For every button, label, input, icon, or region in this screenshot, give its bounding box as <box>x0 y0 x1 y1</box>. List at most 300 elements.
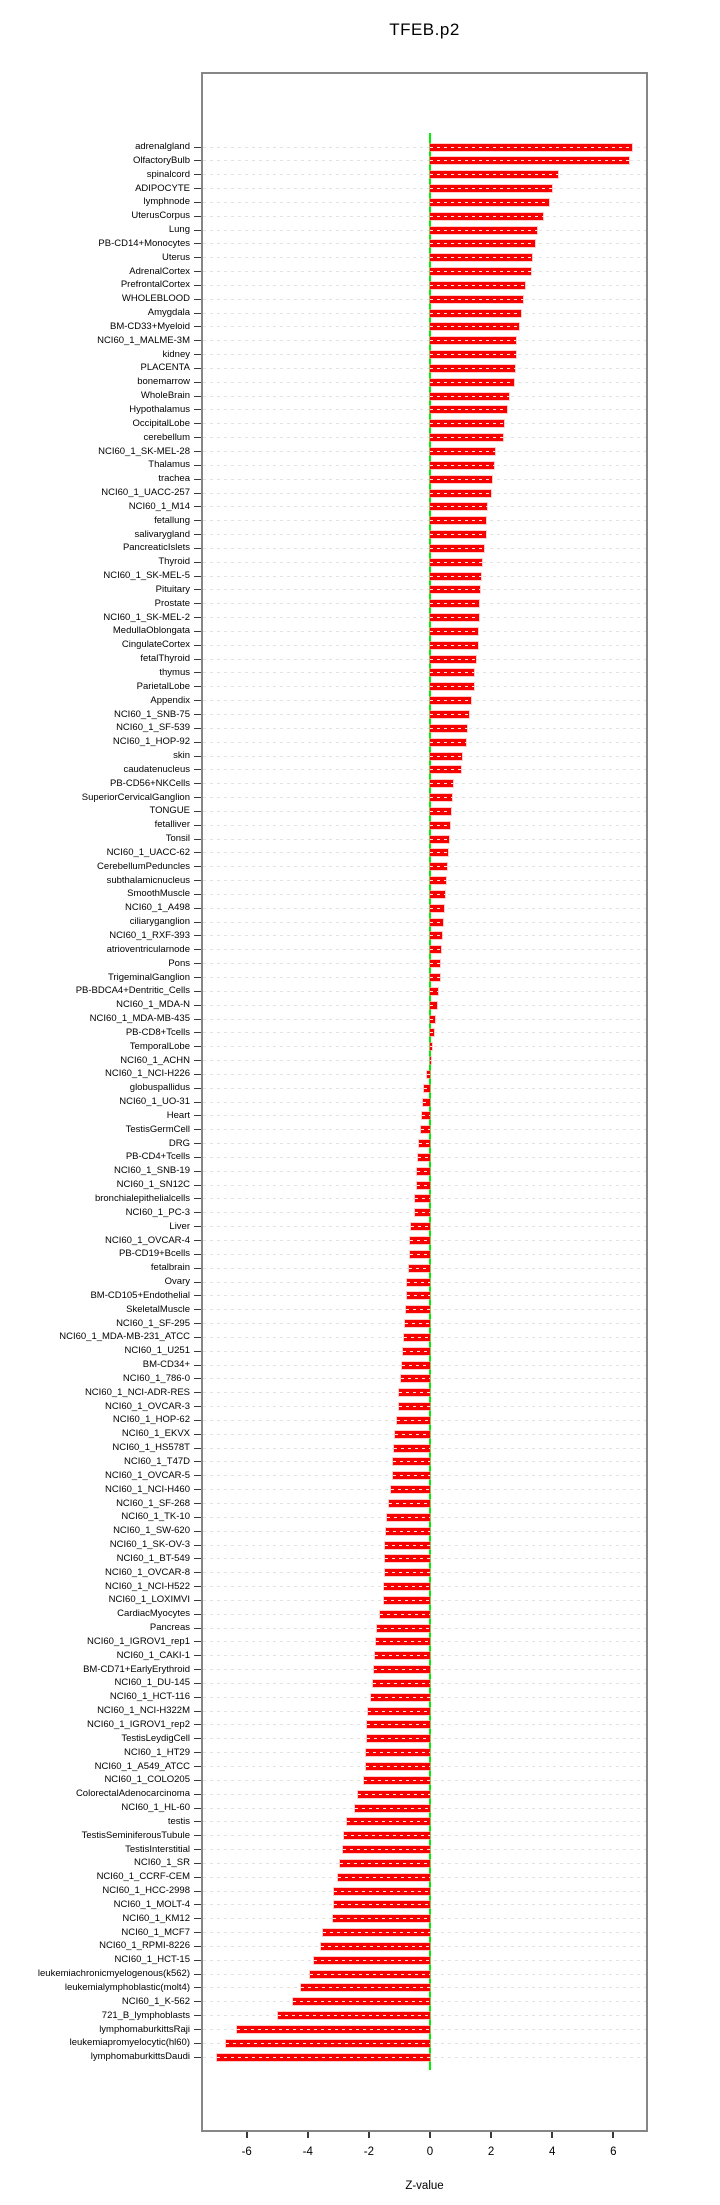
y-axis-tick <box>194 562 201 563</box>
y-axis-tick <box>194 576 201 577</box>
bar-dash-pattern <box>375 1655 430 1656</box>
category-label: fetallung <box>154 514 190 526</box>
category-label: Ovary <box>164 1276 190 1288</box>
bar-dash-pattern <box>430 257 532 258</box>
gridline <box>203 271 646 272</box>
category-label: NCI60_1_HOP-62 <box>112 1414 190 1426</box>
bar-dash-pattern <box>406 1309 430 1310</box>
gridline <box>203 1019 646 1020</box>
y-axis-tick <box>194 230 201 231</box>
bar <box>343 1846 430 1853</box>
bar-dash-pattern <box>402 1365 430 1366</box>
y-axis-tick <box>194 271 201 272</box>
bar-dash-pattern <box>410 1254 430 1255</box>
category-label: NCI60_1_A498 <box>125 902 190 914</box>
gridline <box>203 576 646 577</box>
y-axis-tick <box>194 1600 201 1601</box>
x-axis-label: Z-value <box>405 2180 444 2192</box>
y-axis-tick <box>194 617 201 618</box>
bar <box>430 393 509 400</box>
gridline <box>203 479 646 480</box>
category-label: NCI60_1_TK-10 <box>121 1511 190 1523</box>
bar-dash-pattern <box>410 1240 430 1241</box>
bar <box>418 1154 430 1161</box>
category-label: NCI60_1_SK-OV-3 <box>109 1539 190 1551</box>
category-label: NCI60_1_MDA-MB-231_ATCC <box>59 1331 190 1343</box>
bar <box>430 808 451 815</box>
bar <box>430 780 453 787</box>
category-label: PB-CD56+NKCells <box>110 777 190 789</box>
bar <box>430 282 525 289</box>
bar-dash-pattern <box>380 1614 430 1615</box>
bar-dash-pattern <box>430 548 484 549</box>
gridline <box>203 285 646 286</box>
category-label: NCI60_1_LOXIMVI <box>108 1594 190 1606</box>
gridline <box>203 811 646 812</box>
bar-dash-pattern <box>427 1074 430 1075</box>
y-axis-tick <box>194 1212 201 1213</box>
bar-dash-pattern <box>430 493 491 494</box>
bar <box>368 1708 430 1715</box>
gridline <box>203 1032 646 1033</box>
bar-dash-pattern <box>334 1904 430 1905</box>
x-axis-tick-label: 4 <box>548 2146 556 2158</box>
category-label: NCI60_1_NCI-ADR-RES <box>84 1386 190 1398</box>
bar <box>430 753 462 760</box>
category-label: TestisSeminiferousTubule <box>81 1829 190 1841</box>
bar-dash-pattern <box>430 825 450 826</box>
y-axis-tick <box>194 1420 201 1421</box>
x-axis-tick <box>490 2132 492 2138</box>
category-label: NCI60_1_CAKI-1 <box>116 1649 190 1661</box>
bar-dash-pattern <box>418 1157 430 1158</box>
category-label: leukemiapromyelocytic(hl60) <box>69 2037 190 2049</box>
bar-dash-pattern <box>430 880 446 881</box>
bar-dash-pattern <box>430 700 471 701</box>
bar <box>410 1237 430 1244</box>
bar-dash-pattern <box>385 1545 430 1546</box>
bar-dash-pattern <box>430 230 537 231</box>
bar-dash-pattern <box>358 1794 430 1795</box>
bar <box>323 1929 430 1936</box>
category-label: NCI60_1_HT29 <box>123 1746 190 1758</box>
category-label: caudatenucleus <box>123 763 190 775</box>
category-label: NCI60_1_SK-MEL-2 <box>103 611 190 623</box>
bar-dash-pattern <box>430 396 509 397</box>
y-axis-tick <box>194 839 201 840</box>
gridline <box>203 243 646 244</box>
bar <box>430 1057 431 1064</box>
bar-dash-pattern <box>314 1960 430 1961</box>
y-axis-tick <box>194 1614 201 1615</box>
y-axis-tick <box>194 1337 201 1338</box>
y-axis-tick <box>194 880 201 881</box>
bar <box>333 1915 430 1922</box>
gridline <box>203 1005 646 1006</box>
gridline <box>203 922 646 923</box>
bar-dash-pattern <box>389 1503 430 1504</box>
category-label: NCI60_1_786-0 <box>122 1372 190 1384</box>
gridline <box>203 908 646 909</box>
bar-dash-pattern <box>355 1808 430 1809</box>
category-label: 721_B_lymphoblasts <box>101 2009 190 2021</box>
category-label: SmoothMuscle <box>127 888 190 900</box>
y-axis-tick <box>194 769 201 770</box>
bar <box>430 725 467 732</box>
category-label: NCI60_1_SNB-75 <box>113 708 190 720</box>
bar <box>405 1320 430 1327</box>
bar <box>430 365 515 372</box>
y-axis-tick <box>194 1974 201 1975</box>
bar <box>430 227 537 234</box>
category-label: NCI60_1_MALME-3M <box>97 334 190 346</box>
bar <box>394 1445 430 1452</box>
bar <box>402 1362 430 1369</box>
bar-dash-pattern <box>397 1420 430 1421</box>
y-axis-tick <box>194 1226 201 1227</box>
bar-dash-pattern <box>430 659 476 660</box>
bar <box>430 822 450 829</box>
y-axis-tick <box>194 700 201 701</box>
bar-dash-pattern <box>430 783 453 784</box>
bar <box>430 932 442 939</box>
y-axis-tick <box>194 1987 201 1988</box>
gridline <box>203 423 646 424</box>
bar <box>340 1860 430 1867</box>
category-label: NCI60_1_SK-MEL-5 <box>103 570 190 582</box>
y-axis-tick <box>194 1835 201 1836</box>
bar-dash-pattern <box>422 1115 430 1116</box>
gridline <box>203 1046 646 1047</box>
bar <box>430 642 478 649</box>
bar <box>366 1749 430 1756</box>
gridline <box>203 977 646 978</box>
bar-dash-pattern <box>310 1974 430 1975</box>
bar <box>430 503 487 510</box>
y-axis-tick <box>194 299 201 300</box>
category-label: DRG <box>168 1137 190 1149</box>
bar-dash-pattern <box>430 728 467 729</box>
y-axis-tick <box>194 340 201 341</box>
gridline <box>203 742 646 743</box>
gridline <box>203 839 646 840</box>
category-label: NCI60_1_HL-60 <box>121 1802 190 1814</box>
category-label: ciliaryganglion <box>129 916 190 928</box>
y-axis-tick <box>194 1572 201 1573</box>
y-axis-tick <box>194 1198 201 1199</box>
y-axis-tick <box>194 1461 201 1462</box>
bar-dash-pattern <box>430 756 462 757</box>
bar <box>371 1694 430 1701</box>
y-axis-tick <box>194 1129 201 1130</box>
category-label: NCI60_1_MDA-N <box>116 999 190 1011</box>
category-label: spinalcord <box>146 168 190 180</box>
bar <box>430 171 558 178</box>
category-label: NCI60_1_IGROV1_rep2 <box>87 1718 190 1730</box>
bar <box>430 531 486 538</box>
category-label: salivarygland <box>134 528 190 540</box>
y-axis-tick <box>194 1295 201 1296</box>
category-label: NCI60_1_MDA-MB-435 <box>89 1013 190 1025</box>
bar-dash-pattern <box>430 935 442 936</box>
category-label: NCI60_1_SF-539 <box>116 722 190 734</box>
y-axis-tick <box>194 2043 201 2044</box>
bar <box>430 310 521 317</box>
bar <box>344 1832 430 1839</box>
bar <box>386 1528 430 1535</box>
category-label: NCI60_1_K-562 <box>121 1995 190 2007</box>
bar <box>430 1002 437 1009</box>
gridline <box>203 880 646 881</box>
y-axis-tick <box>194 1351 201 1352</box>
bar <box>430 766 461 773</box>
category-label: CerebellumPeduncles <box>97 860 190 872</box>
bar-dash-pattern <box>403 1351 430 1352</box>
bar <box>310 1971 430 1978</box>
category-label: NCI60_1_M14 <box>128 500 190 512</box>
category-label: Lung <box>168 224 190 236</box>
bar <box>385 1555 430 1562</box>
category-label: MedullaOblongata <box>112 625 190 637</box>
category-label: ADIPOCYTE <box>135 182 190 194</box>
y-axis-tick <box>194 1932 201 1933</box>
y-axis-tick <box>194 1711 201 1712</box>
category-label: Pons <box>168 957 190 969</box>
category-label: fetalliver <box>154 819 190 831</box>
bar <box>430 614 479 621</box>
y-axis-tick <box>194 603 201 604</box>
category-label: NCI60_1_HCC-2998 <box>102 1885 190 1897</box>
category-label: NCI60_1_EKVX <box>121 1428 190 1440</box>
category-label: leukemialymphoblastic(molt4) <box>64 1981 190 1993</box>
y-axis-tick <box>194 354 201 355</box>
y-axis-tick <box>194 493 201 494</box>
gridline <box>203 1074 646 1075</box>
bar <box>430 836 449 843</box>
bar-dash-pattern <box>430 686 474 687</box>
category-label: lymphomaburkittsDaudi <box>90 2051 190 2063</box>
bar-dash-pattern <box>405 1323 430 1324</box>
bar <box>430 337 516 344</box>
y-axis-tick <box>194 1254 201 1255</box>
category-label: WHOLEBLOOD <box>121 293 190 305</box>
bar-dash-pattern <box>430 160 629 161</box>
gridline <box>203 230 646 231</box>
y-axis-tick <box>194 756 201 757</box>
bar <box>430 476 492 483</box>
gridline <box>203 686 646 687</box>
y-axis-tick <box>194 216 201 217</box>
bar-dash-pattern <box>430 271 531 272</box>
bar-dash-pattern <box>417 1185 430 1186</box>
x-axis-tick <box>429 2132 431 2138</box>
y-axis-tick <box>194 1240 201 1241</box>
bar <box>321 1943 430 1950</box>
bar-dash-pattern <box>430 1005 437 1006</box>
y-axis-tick <box>194 1171 201 1172</box>
bar <box>430 600 479 607</box>
category-label: kidney <box>162 348 190 360</box>
category-label: adrenalgland <box>135 141 190 152</box>
y-axis-tick <box>194 243 201 244</box>
gridline <box>203 797 646 798</box>
bar-dash-pattern <box>430 382 514 383</box>
gridline <box>203 548 646 549</box>
category-label: Thyroid <box>158 556 190 568</box>
category-label: leukemiachronicmyelogenous(k562) <box>37 1968 190 1980</box>
bar <box>423 1099 430 1106</box>
gridline <box>203 354 646 355</box>
bar <box>430 905 444 912</box>
gridline <box>203 645 646 646</box>
y-axis-tick <box>194 908 201 909</box>
bar-dash-pattern <box>367 1724 430 1725</box>
bar-dash-pattern <box>430 769 461 770</box>
bar <box>430 877 446 884</box>
y-axis-tick <box>194 1808 201 1809</box>
y-axis-tick <box>194 1378 201 1379</box>
gridline <box>203 825 646 826</box>
bar-dash-pattern <box>430 672 474 673</box>
y-axis-tick <box>194 977 201 978</box>
y-axis-tick <box>194 1780 201 1781</box>
bar-dash-pattern <box>430 922 443 923</box>
bar-dash-pattern <box>401 1378 430 1379</box>
y-axis-tick <box>194 672 201 673</box>
y-axis-tick <box>194 1074 201 1075</box>
bar-dash-pattern <box>430 908 444 909</box>
category-label: TestisGermCell <box>125 1123 190 1135</box>
gridline <box>203 368 646 369</box>
bar <box>430 739 466 746</box>
bar-dash-pattern <box>226 2043 430 2044</box>
category-label: fetalThyroid <box>140 653 190 665</box>
bar <box>430 185 552 192</box>
y-axis-tick <box>194 1821 201 1822</box>
bar-dash-pattern <box>430 299 523 300</box>
bar-dash-pattern <box>338 1877 430 1878</box>
bar-dash-pattern <box>430 589 480 590</box>
bar <box>430 849 448 856</box>
x-axis-tick-label: 6 <box>610 2146 617 2158</box>
bar <box>430 628 478 635</box>
bar <box>430 144 632 151</box>
y-axis-tick <box>194 1738 201 1739</box>
bar <box>430 351 516 358</box>
bar <box>430 559 482 566</box>
bar-dash-pattern <box>430 1019 435 1020</box>
category-label: NCI60_1_HCT-116 <box>109 1691 190 1703</box>
y-axis-tick <box>194 1102 201 1103</box>
category-label: PB-CD4+Tcells <box>125 1151 190 1163</box>
gridline <box>203 396 646 397</box>
y-axis-tick <box>194 866 201 867</box>
bar <box>430 420 504 427</box>
category-label: cerebellum <box>143 431 190 443</box>
y-axis-tick <box>194 174 201 175</box>
bar-dash-pattern <box>430 313 521 314</box>
bar-dash-pattern <box>323 1932 430 1933</box>
bar <box>430 573 481 580</box>
bar <box>364 1777 430 1784</box>
bar-dash-pattern <box>217 2057 430 2058</box>
category-label: Heart <box>166 1109 190 1121</box>
bar <box>430 199 549 206</box>
bar-dash-pattern <box>430 423 504 424</box>
bar <box>385 1542 430 1549</box>
bar-dash-pattern <box>430 617 479 618</box>
category-label: TestisLeydigCell <box>121 1732 190 1744</box>
y-axis-tick <box>194 935 201 936</box>
bar-dash-pattern <box>419 1143 430 1144</box>
bar <box>374 1666 430 1673</box>
y-axis-tick <box>194 631 201 632</box>
gridline <box>203 465 646 466</box>
bar-dash-pattern <box>430 991 438 992</box>
bar <box>430 517 486 524</box>
bar-dash-pattern <box>293 2001 430 2002</box>
y-axis-tick <box>194 1545 201 1546</box>
x-axis-tick <box>246 2132 248 2138</box>
bar <box>430 711 469 718</box>
category-label: testis <box>167 1815 190 1827</box>
gridline <box>203 493 646 494</box>
x-axis-tick-label: -6 <box>241 2146 252 2158</box>
y-axis-tick <box>194 1392 201 1393</box>
bar-dash-pattern <box>430 645 478 646</box>
category-label: NCI60_1_UACC-257 <box>101 487 190 499</box>
bar <box>367 1721 430 1728</box>
bar-dash-pattern <box>430 465 494 466</box>
bar <box>430 1016 435 1023</box>
y-axis-tick <box>194 686 201 687</box>
category-label: Prostate <box>154 597 190 609</box>
bar-dash-pattern <box>347 1821 430 1822</box>
bar-dash-pattern <box>430 894 445 895</box>
x-axis-tick <box>551 2132 553 2138</box>
y-axis-tick <box>194 1531 201 1532</box>
bar <box>376 1638 430 1645</box>
category-label: TestisInterstitial <box>125 1843 190 1855</box>
bar <box>430 974 440 981</box>
chart-title: TFEB.p2 <box>389 20 460 39</box>
y-axis-tick <box>194 465 201 466</box>
gridline <box>203 756 646 757</box>
y-axis-tick <box>194 1406 201 1407</box>
gridline <box>203 866 646 867</box>
category-label: Amygdala <box>147 307 190 319</box>
category-label: NCI60_1_HOP-92 <box>112 736 190 748</box>
y-axis-tick <box>194 1434 201 1435</box>
bar-dash-pattern <box>430 174 558 175</box>
y-axis-tick <box>194 382 201 383</box>
bar <box>430 296 523 303</box>
y-axis-tick <box>194 742 201 743</box>
category-label: NCI60_1_NCI-H522 <box>104 1580 190 1592</box>
bar <box>367 1735 430 1742</box>
gridline <box>203 326 646 327</box>
bar-dash-pattern <box>376 1641 430 1642</box>
y-axis-tick <box>194 659 201 660</box>
category-label: Liver <box>169 1220 190 1232</box>
bar-dash-pattern <box>343 1849 430 1850</box>
y-axis-tick <box>194 1489 201 1490</box>
y-axis-tick <box>194 409 201 410</box>
bar-dash-pattern <box>374 1669 430 1670</box>
category-label: AdrenalCortex <box>129 265 190 277</box>
category-label: UterusCorpus <box>131 210 190 222</box>
y-axis-tick <box>194 1365 201 1366</box>
